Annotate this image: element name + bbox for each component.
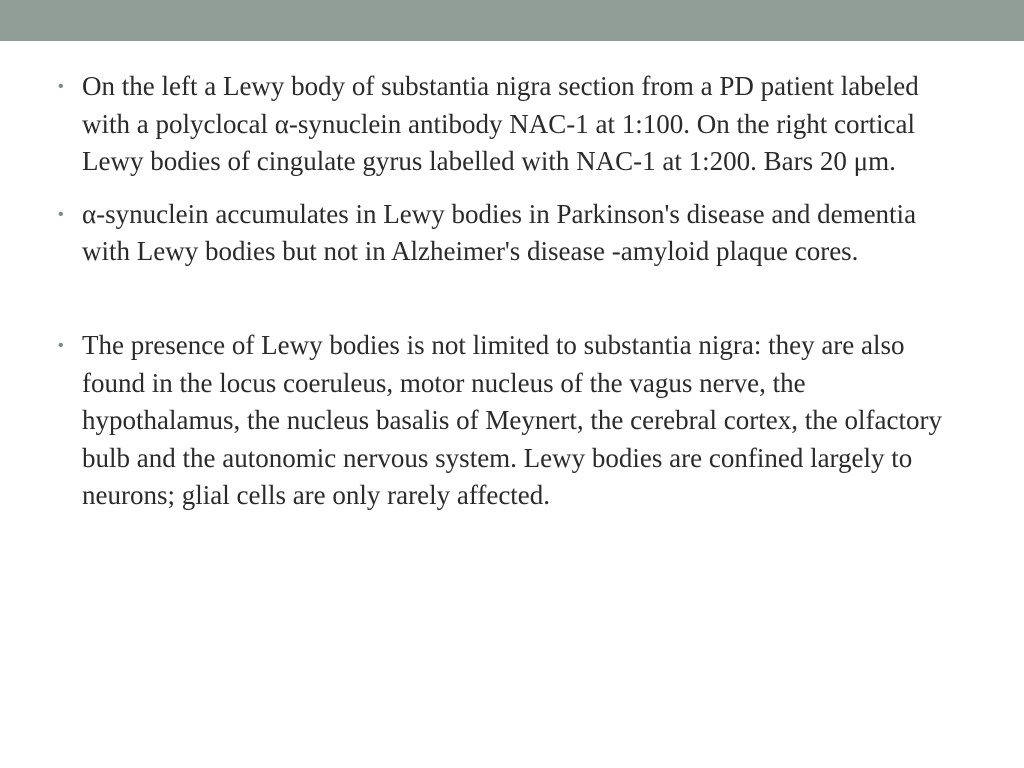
- header-band: [0, 0, 1024, 41]
- bullet-icon: •: [58, 205, 64, 223]
- bullet-item: [58, 196, 968, 271]
- bullet-item: [58, 327, 968, 515]
- bullet-item: [58, 68, 968, 181]
- bullet-text: α-synuclein accumulates in Lewy bodies in Parkinson's disease and dementia with Lewy bodies but not in Alzheimer's disease -amyloid plaque cores.: [82, 198, 917, 267]
- bullet-text: The presence of Lewy bodies is not limited to substantia nigra: they are also found in the locus coeruleus, motor nucleus of the vagus nerve, the hypothalamus, the nucleus basalis of Meynert, the cerebral cortex, the olfactory bulb and the autonomic nervous system. Lewy bodies are confined largely to neurons; glial cells are only rarely affected.: [82, 329, 942, 511]
- bullet-text: On the left a Lewy body of substantia nigra section from a PD patient labeled with a polyclocal α-synuclein antibody NAC-1 at 1:100. On the right cortical Lewy bodies of cingulate gyrus labelled with NAC-1 at 1:200. Bars 20 μm.: [82, 71, 919, 177]
- bullet-list: [58, 68, 968, 515]
- bullet-icon: •: [58, 78, 64, 95]
- bullet-icon: •: [58, 336, 64, 354]
